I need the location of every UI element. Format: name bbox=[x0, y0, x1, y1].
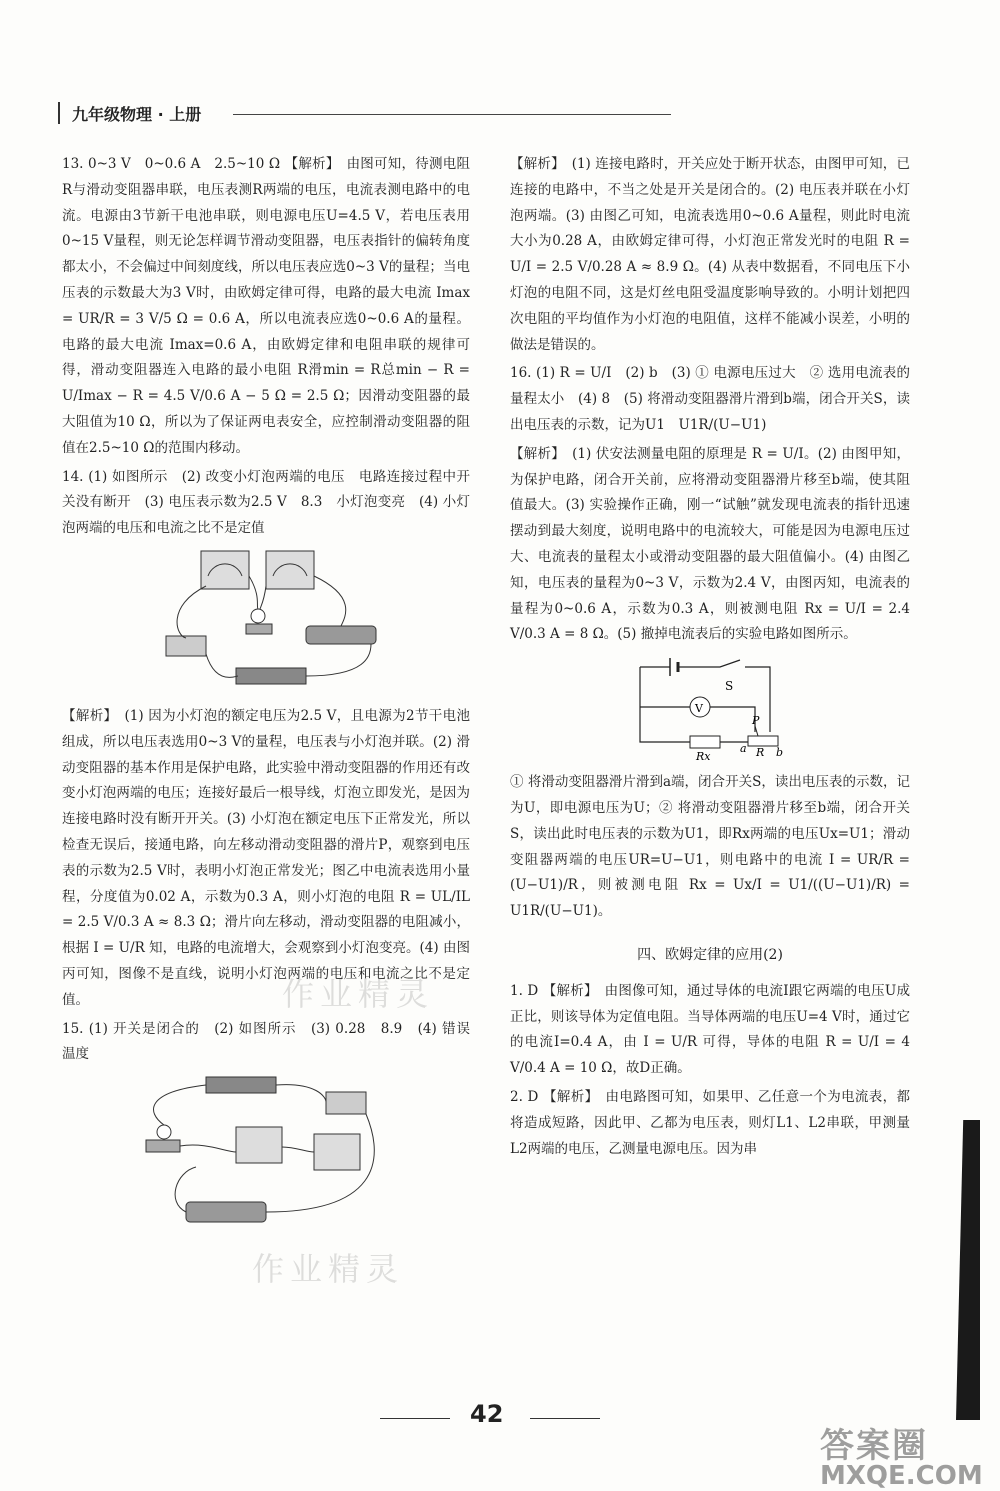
slider-label: P bbox=[752, 714, 760, 728]
faint-watermark-1: 作业精灵 bbox=[282, 975, 435, 1013]
circuit-diagram-16 bbox=[630, 652, 790, 762]
header-bracket bbox=[58, 102, 66, 124]
left-column bbox=[62, 152, 484, 1288]
watermark-logo bbox=[820, 1418, 983, 1491]
a-label: a bbox=[740, 742, 747, 756]
answer-1: 1. D 【解析】 由图像可知，通过导体的电流I跟它两端的电压U成正比，则该导体为定值电阻。当导体两端的电压U=4 V时，通过它的电流I=0.4 A，由 I = U/R 可得，导体的电阻 R = U/I = 4 V/0.4 A = 10 Ω，故D正确。 bbox=[510, 982, 910, 1077]
voltmeter-label: V bbox=[695, 702, 703, 716]
steps-16: ① 将滑动变阻器滑片滑到a端，闭合开关S，读出电压表的示数，记为U，即电源电压为U；② 将滑动变阻器滑片移至b端，闭合开关S，读出此时电压表的示数为U1，即Rx两端的电压Ux=U1；滑动变阻器两端的电压UR=U−U1，则电路中的电流 I = UR/R = (U−U1)/R，则被测电阻 Rx = Ux/I = U1/((U−U1)/R) = U1R/(U−U1)。 bbox=[510, 774, 910, 920]
b-label: b bbox=[776, 746, 784, 760]
explanation-14 bbox=[62, 704, 470, 1014]
answer-14: 14. (1) 如图所示 (2) 改变小灯泡两端的电压 电路连接过程中开关没有断开 (3) 电压表示数为2.5 V 8.3 小灯泡变亮 (4) 小灯泡两端的电压和电流之比不是定值 bbox=[62, 468, 470, 537]
answer-15: 15. (1) 开关是闭合的 (2) 如图所示 (3) 0.28 8.9 (4) 错误 温度 bbox=[62, 1020, 484, 1063]
watermark-cn: 答案圈 bbox=[820, 1426, 928, 1466]
footer-rule-left bbox=[380, 1418, 450, 1419]
r-label: R bbox=[756, 746, 765, 760]
switch-label: S bbox=[725, 679, 734, 694]
explanation-16: 【解析】 (1) 伏安法测量电阻的原理是 R = U/I。(2) 由图甲知，为保护电路，闭合开关前，应将滑动变阻器滑片移至b端，使其阻值最大。(3) 实验操作正确，刚一“试触”就发现电流表的指针迅速摆动到最大刻度，说明电路中的电流较大，可能是因为电源电压过大、电流表的量程太小或滑动变阻器的最大阻值偏小。(4) 由图乙知，电压表的量程为0~3 V，示数为2.4 V，由图丙知，电流表的量程为0~0.6 A，示数为0.3 A，则被测电阻 Rx = U/I = 2.4 V/0.3 A = 8 Ω。(5) 撤掉电流表后的实验电路如图所示。 bbox=[510, 445, 910, 643]
header-rule bbox=[233, 114, 671, 115]
watermark-url: MXQE.COM bbox=[820, 1461, 983, 1491]
footer-rule-right bbox=[530, 1418, 600, 1419]
right-column bbox=[510, 152, 910, 1165]
binding-shadow bbox=[956, 1120, 980, 1420]
page-number: 42 bbox=[470, 1400, 504, 1428]
page-header bbox=[58, 100, 618, 130]
answer-16: 16. (1) R = U/I (2) b (3) ① 电源电压过大 ② 选用电流表的量程太小 (4) 8 (5) 将滑动变阻器滑片滑到b端，闭合开关S，读出电压表的示数，记为U1 U1R/(U−U1) bbox=[510, 365, 910, 433]
faint-watermark-2: 作业精灵 bbox=[252, 1250, 405, 1288]
answer-13: 13. 0~3 V 0~0.6 A 2.5~10 Ω 【解析】 由图可知，待测电阻R与滑动变阻器串联，电压表测R两端的电压，电流表测电路中的电流。电源由3节新干电池串联，则电源电压U=4.5 V，若电压表用0~15 V量程，则无论怎样调节滑动变阻器，电压表指针的偏转角度都太小，不会偏过中间刻度线，所以电压表应选0~3 V的量程；当电压表的示数最大为3 V时，由欧姆定律可得，电路的最大电流 Imax = UR/R = 3 V/5 Ω = 0.6 A，所以电流表应选0~0.6 A的量程。电路的最大电流 Imax=0.6 A，由欧姆定律和电阻串联的规律可得，滑动变阻器连入电路的最小电阻 R滑min = R总min − R = U/Imax − R = 4.5 V/0.6 A − 5 Ω = 2.5 Ω；因滑动变阻器的最大阻值为10 Ω，所以为了保证两电表安全，应控制滑动变阻器的阻值在2.5~10 Ω的范围内移动。 bbox=[62, 156, 470, 456]
circuit-figure-14 bbox=[146, 546, 386, 696]
circuit-figure-15 bbox=[136, 1072, 396, 1242]
page-footer bbox=[380, 1400, 600, 1440]
section-title: 四、欧姆定律的应用(2) bbox=[637, 946, 783, 963]
header-title: 九年级物理 · 上册 bbox=[72, 105, 202, 124]
answer-2: 2. D 【解析】 由电路图可知，如果甲、乙任意一个为电流表，都将造成短路，因此甲、乙都为电压表，则灯L1、L2串联，甲测量L2两端的电压，乙测量电源电压。因为串 bbox=[510, 1088, 910, 1157]
explanation-14-text: 【解析】 (1) 因为小灯泡的额定电压为2.5 V，且电源为2节干电池组成，所以电压表选用0~3 V的量程，电压表与小灯泡并联。(2) 滑动变阻器的基本作用是保护电路，此实验中滑动变阻器的作用还有改变小灯泡两端的电压；连接好最后一根导线，灯泡立即发光，是因为连接电路时没有断开开关。(3) 小灯泡在额定电压下正常发光，所以检查无误后，接通电路，向左移动滑动变阻器的滑片P，观察到电压表的示数为2.5 V时，表明小灯泡正常发光；图乙中电流表选用小量程，分度值为0.02 A，示数为0.3 A，则小灯泡的电阻 R = UL/IL = 2.5 V/0.3 A ≈ 8.3 Ω；滑片向左移动，滑动变阻器的电阻减小，根据 I = U/R 知，电路的电流增大，会观察到小灯泡变亮。(4) 由图丙可知，图像不是直线，说明小灯泡两端的电压和电流之比不是定值。 bbox=[62, 707, 470, 1008]
rx-label: Rx bbox=[696, 750, 711, 763]
explanation-15: 【解析】 (1) 连接电路时，开关应处于断开状态，由图甲可知，已连接的电路中，不当之处是开关是闭合的。(2) 电压表并联在小灯泡两端。(3) 由图乙可知，电流表选用0~0.6 A量程，则此时电流大小为0.28 A，由欧姆定律可得，小灯泡正常发光时的电阻 R = U/I = 2.5 V/0.28 A ≈ 8.9 Ω。(4) 从表中数据看，不同电压下小灯泡的电阻不同，这是灯丝电阻受温度影响导致的。小明计划把四次电阻的平均值作为小灯泡的电阻值，这样不能减小误差，小明的做法是错误的。 bbox=[510, 156, 910, 353]
